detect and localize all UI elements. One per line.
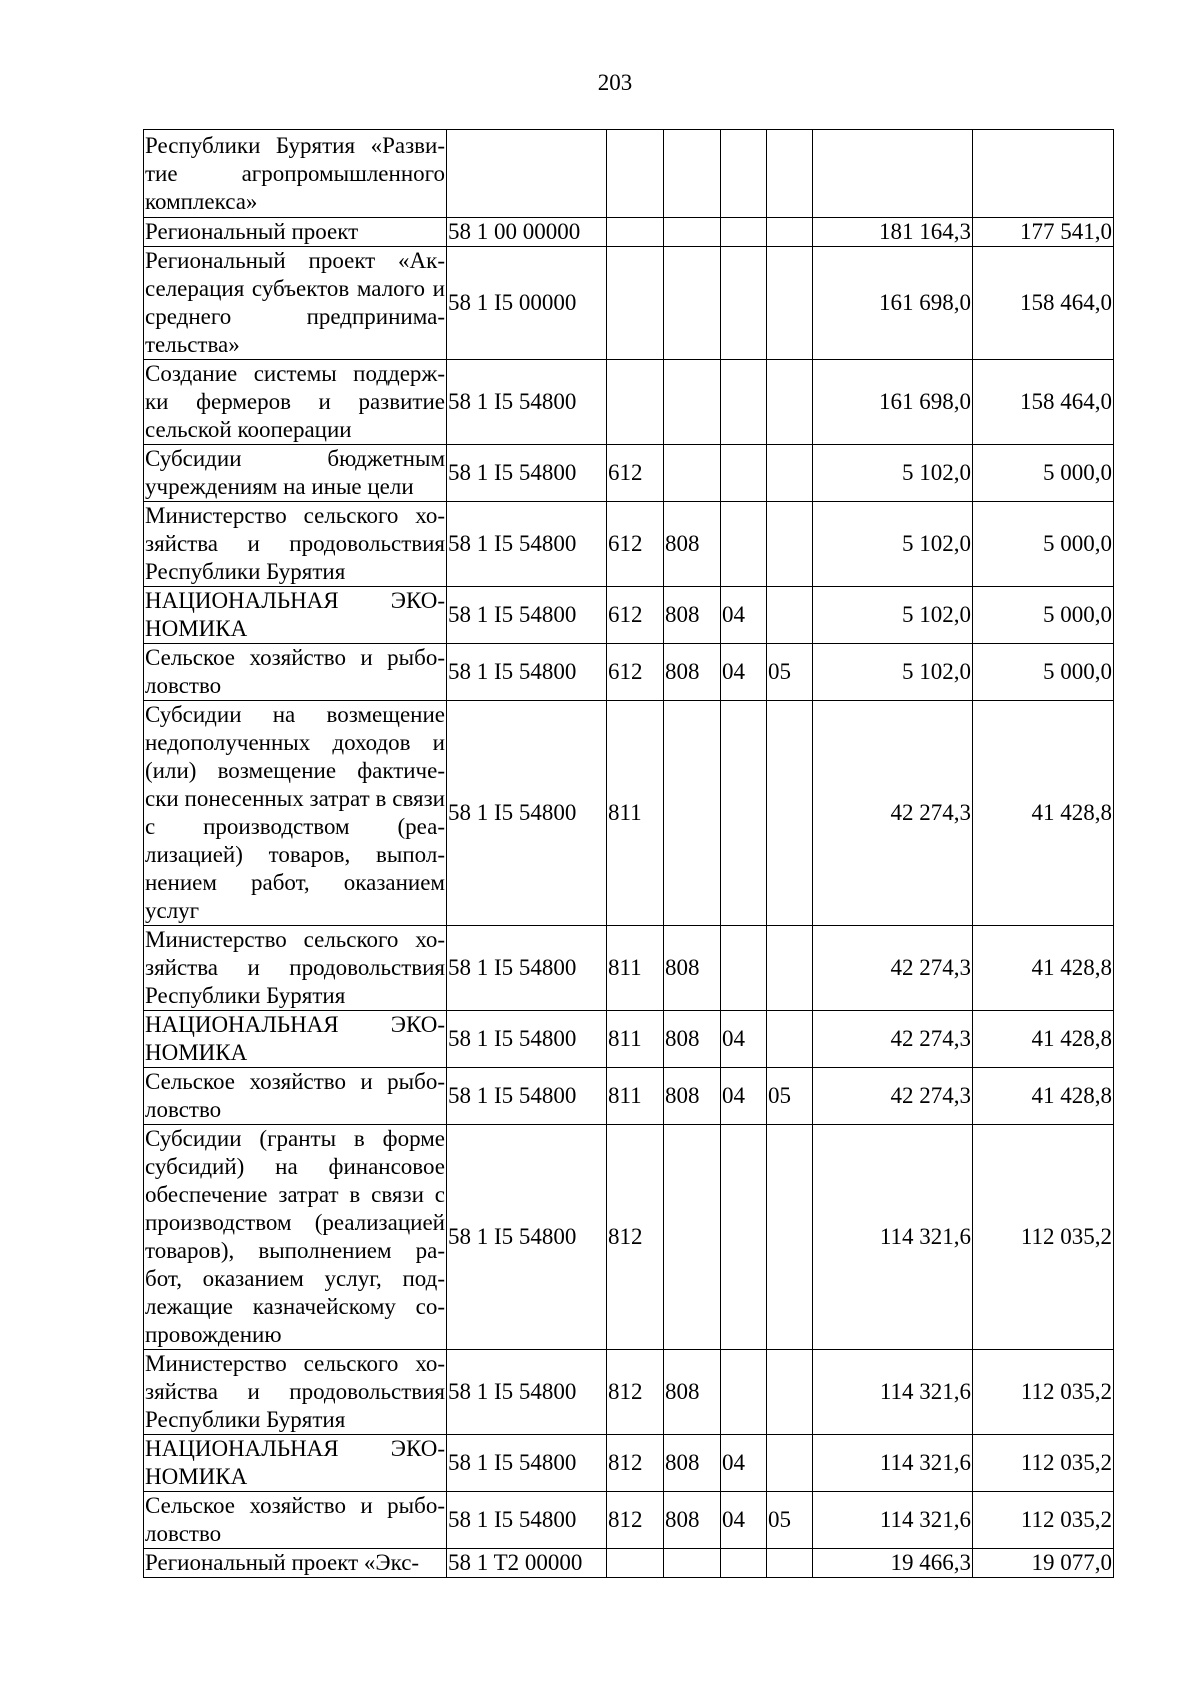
row-rz (721, 130, 767, 218)
row-csr: 58 1 I5 54800 (447, 926, 607, 1011)
row-csr: 58 1 I5 54800 (447, 445, 607, 502)
row-vr: 811 (607, 701, 664, 926)
row-pr (767, 445, 813, 502)
row-csr: 58 1 I5 54800 (447, 1011, 607, 1068)
row-rz (721, 1350, 767, 1435)
row-rz (721, 701, 767, 926)
row-gr (664, 130, 721, 218)
row-name: НАЦИОНАЛЬНАЯ ЭКО-НОМИКА (144, 1435, 447, 1492)
row-sum2: 41 428,8 (973, 701, 1114, 926)
row-pr (767, 130, 813, 218)
row-name: Министерство сельского хо-зяйства и продовольствия Республики Бурятия (144, 926, 447, 1011)
row-sum2: 112 035,2 (973, 1492, 1114, 1549)
table-row (144, 247, 1114, 360)
row-gr (664, 701, 721, 926)
row-sum1: 161 698,0 (813, 360, 973, 445)
row-pr (767, 701, 813, 926)
table-row (144, 1435, 1114, 1492)
row-vr: 811 (607, 1011, 664, 1068)
row-vr: 812 (607, 1350, 664, 1435)
row-gr: 808 (664, 644, 721, 701)
row-sum1: 5 102,0 (813, 644, 973, 701)
row-gr (664, 445, 721, 502)
row-pr: 05 (767, 1068, 813, 1125)
page-number: 203 (597, 70, 633, 95)
row-vr (607, 360, 664, 445)
row-pr (767, 502, 813, 587)
row-sum2: 112 035,2 (973, 1125, 1114, 1350)
row-csr: 58 1 I5 54800 (447, 1125, 607, 1350)
row-vr: 612 (607, 445, 664, 502)
row-sum1: 114 321,6 (813, 1125, 973, 1350)
row-csr: 58 1 I5 54800 (447, 502, 607, 587)
row-sum2: 19 077,0 (973, 1549, 1114, 1578)
row-sum1: 42 274,3 (813, 1011, 973, 1068)
row-sum1: 5 102,0 (813, 502, 973, 587)
row-name: Региональный проект «Ак-селерация субъектов малого и среднего предпринима-тельства» (144, 247, 447, 360)
row-sum1: 114 321,6 (813, 1435, 973, 1492)
row-name: Создание системы поддерж-ки фермеров и развитие сельской кооперации (144, 360, 447, 445)
table-row (144, 1350, 1114, 1435)
row-sum2: 41 428,8 (973, 1011, 1114, 1068)
row-gr (664, 247, 721, 360)
row-sum2: 158 464,0 (973, 247, 1114, 360)
row-vr: 812 (607, 1125, 664, 1350)
row-rz: 04 (721, 1011, 767, 1068)
row-rz (721, 445, 767, 502)
row-name: Субсидии (гранты в форме субсидий) на финансовое обеспечение затрат в связи с производством (реализацией товаров), выполнением ра-бот, оказанием услуг, под-лежащие казначейскому со-провождению (144, 1125, 447, 1350)
row-pr (767, 1549, 813, 1578)
row-sum2: 5 000,0 (973, 502, 1114, 587)
row-vr (607, 130, 664, 218)
row-gr: 808 (664, 502, 721, 587)
row-sum2 (973, 130, 1114, 218)
row-pr: 05 (767, 1492, 813, 1549)
row-csr: 58 1 I5 54800 (447, 701, 607, 926)
budget-table (143, 129, 1114, 1578)
table-row (144, 1068, 1114, 1125)
row-sum1: 5 102,0 (813, 587, 973, 644)
row-sum1: 42 274,3 (813, 701, 973, 926)
row-rz (721, 1549, 767, 1578)
row-sum2: 112 035,2 (973, 1435, 1114, 1492)
row-name: Республики Бурятия «Разви-тие агропромышленного комплекса» (144, 130, 447, 218)
row-name: Региональный проект «Экс- (144, 1549, 447, 1578)
row-csr: 58 1 I5 54800 (447, 1435, 607, 1492)
row-gr: 808 (664, 1435, 721, 1492)
row-pr (767, 1125, 813, 1350)
row-pr (767, 1435, 813, 1492)
row-pr (767, 360, 813, 445)
row-pr (767, 247, 813, 360)
row-pr (767, 926, 813, 1011)
table-row (144, 360, 1114, 445)
row-vr: 612 (607, 644, 664, 701)
row-gr (664, 1125, 721, 1350)
row-sum1 (813, 130, 973, 218)
row-gr: 808 (664, 926, 721, 1011)
row-name: Министерство сельского хо-зяйства и продовольствия Республики Бурятия (144, 1350, 447, 1435)
row-rz (721, 926, 767, 1011)
table-row (144, 218, 1114, 247)
row-sum2: 177 541,0 (973, 218, 1114, 247)
row-sum2: 41 428,8 (973, 926, 1114, 1011)
row-vr (607, 218, 664, 247)
row-pr (767, 587, 813, 644)
row-rz (721, 502, 767, 587)
row-gr: 808 (664, 1350, 721, 1435)
row-name: Региональный проект (144, 218, 447, 247)
row-csr: 58 1 I5 54800 (447, 1492, 607, 1549)
row-rz (721, 247, 767, 360)
row-pr (767, 1350, 813, 1435)
row-sum2: 112 035,2 (973, 1350, 1114, 1435)
row-name: Сельское хозяйство и рыбо-ловство (144, 1492, 447, 1549)
row-csr: 58 1 I5 54800 (447, 1068, 607, 1125)
row-name: Сельское хозяйство и рыбо-ловство (144, 644, 447, 701)
row-name: Субсидии на возмещение недополученных доходов и (или) возмещение фактиче-ски понесенных затрат в связи с производством (реа-лизацией) товаров, выпол-нением работ, оказанием услуг (144, 701, 447, 926)
row-rz (721, 360, 767, 445)
row-name: Министерство сельского хо-зяйства и продовольствия Республики Бурятия (144, 502, 447, 587)
row-gr (664, 360, 721, 445)
row-pr (767, 218, 813, 247)
row-rz: 04 (721, 1492, 767, 1549)
row-vr (607, 1549, 664, 1578)
row-sum2: 5 000,0 (973, 445, 1114, 502)
row-sum1: 114 321,6 (813, 1350, 973, 1435)
row-sum2: 158 464,0 (973, 360, 1114, 445)
row-vr: 811 (607, 1068, 664, 1125)
table-row (144, 130, 1114, 218)
row-rz (721, 1125, 767, 1350)
row-name: Сельское хозяйство и рыбо-ловство (144, 1068, 447, 1125)
table-row (144, 502, 1114, 587)
table-row (144, 926, 1114, 1011)
row-gr: 808 (664, 1492, 721, 1549)
table-row (144, 445, 1114, 502)
row-csr: 58 1 I5 00000 (447, 247, 607, 360)
row-sum2: 5 000,0 (973, 644, 1114, 701)
row-gr: 808 (664, 1011, 721, 1068)
row-sum1: 161 698,0 (813, 247, 973, 360)
row-rz (721, 218, 767, 247)
row-name: НАЦИОНАЛЬНАЯ ЭКО-НОМИКА (144, 1011, 447, 1068)
table-row (144, 587, 1114, 644)
row-rz: 04 (721, 1435, 767, 1492)
row-vr (607, 247, 664, 360)
row-sum2: 5 000,0 (973, 587, 1114, 644)
row-sum2: 41 428,8 (973, 1068, 1114, 1125)
row-sum1: 114 321,6 (813, 1492, 973, 1549)
row-name: Субсидии бюджетным учреждениям на иные цели (144, 445, 447, 502)
row-csr: 58 1 00 00000 (447, 218, 607, 247)
row-vr: 612 (607, 587, 664, 644)
row-vr: 812 (607, 1435, 664, 1492)
row-gr (664, 218, 721, 247)
table-row (144, 1549, 1114, 1578)
row-sum1: 19 466,3 (813, 1549, 973, 1578)
row-csr (447, 130, 607, 218)
row-vr: 812 (607, 1492, 664, 1549)
row-sum1: 181 164,3 (813, 218, 973, 247)
table-row (144, 701, 1114, 926)
table-row (144, 644, 1114, 701)
row-gr (664, 1549, 721, 1578)
row-csr: 58 1 I5 54800 (447, 360, 607, 445)
row-sum1: 42 274,3 (813, 926, 973, 1011)
row-csr: 58 1 I5 54800 (447, 1350, 607, 1435)
row-csr: 58 1 I5 54800 (447, 644, 607, 701)
row-vr: 612 (607, 502, 664, 587)
row-csr: 58 1 T2 00000 (447, 1549, 607, 1578)
row-name: НАЦИОНАЛЬНАЯ ЭКО-НОМИКА (144, 587, 447, 644)
row-csr: 58 1 I5 54800 (447, 587, 607, 644)
row-sum1: 42 274,3 (813, 1068, 973, 1125)
row-pr: 05 (767, 644, 813, 701)
row-pr (767, 1011, 813, 1068)
table-row (144, 1125, 1114, 1350)
row-rz: 04 (721, 587, 767, 644)
row-gr: 808 (664, 1068, 721, 1125)
row-gr: 808 (664, 587, 721, 644)
row-rz: 04 (721, 1068, 767, 1125)
row-vr: 811 (607, 926, 664, 1011)
row-sum1: 5 102,0 (813, 445, 973, 502)
table-row (144, 1492, 1114, 1549)
row-rz: 04 (721, 644, 767, 701)
table-row (144, 1011, 1114, 1068)
